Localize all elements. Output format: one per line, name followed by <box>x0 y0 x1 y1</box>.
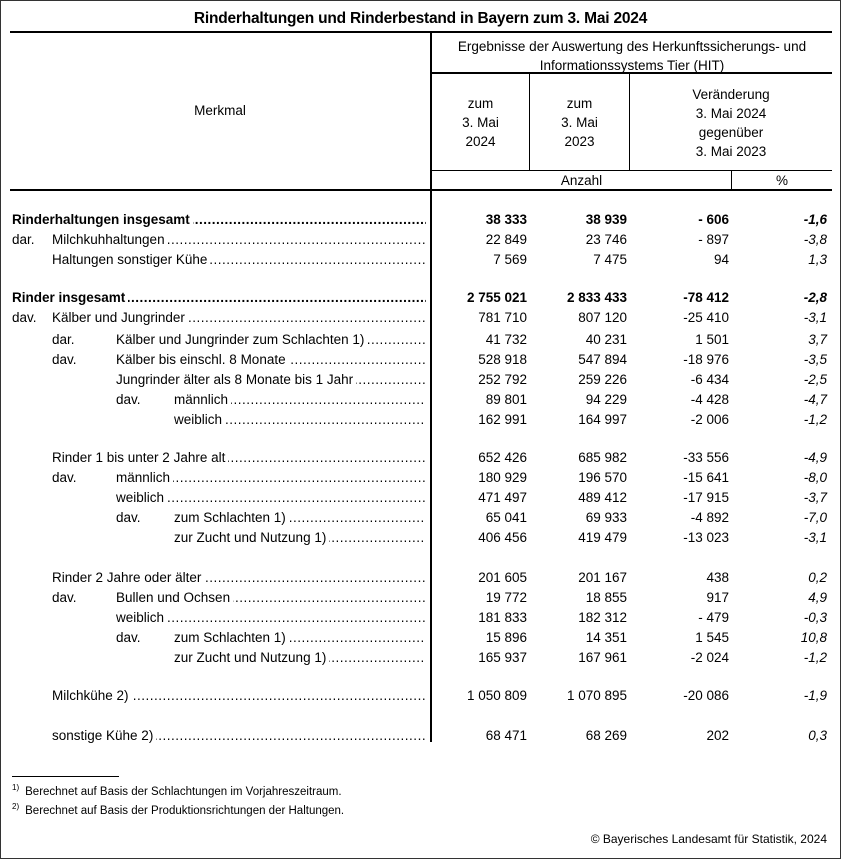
table-row <box>0 628 841 648</box>
change-count: -15 641 <box>683 470 729 485</box>
col-2024-line: 2024 <box>465 134 496 149</box>
change-count: -20 086 <box>683 688 729 703</box>
row-label <box>52 230 426 250</box>
value-2023: 23 746 <box>585 232 627 247</box>
value-2023: 259 226 <box>578 372 627 387</box>
value-2024: 7 569 <box>493 252 527 267</box>
footnote-rule <box>12 776 119 777</box>
change-percent: 0,3 <box>808 728 827 743</box>
row-label <box>116 608 426 628</box>
row-label-text: Rinderhaltungen insgesamt <box>12 212 193 227</box>
row-label <box>52 448 426 468</box>
change-count: 1 501 <box>695 332 729 347</box>
row-label <box>174 410 426 430</box>
change-count: -33 556 <box>683 450 729 465</box>
row-label-text: Kälber und Jungrinder <box>52 310 188 325</box>
col-change-line: 3. Mai 2024 <box>695 106 767 121</box>
value-2023: 182 312 <box>578 610 627 625</box>
col-2023-line: 2023 <box>564 134 595 149</box>
table-row <box>0 528 841 548</box>
value-2023: 547 894 <box>578 352 627 367</box>
change-count: 202 <box>706 728 729 743</box>
change-percent: -3,7 <box>803 490 827 505</box>
row-prefix: dar. <box>52 332 75 347</box>
table-row <box>0 350 841 370</box>
row-label <box>52 686 426 706</box>
change-count: -25 410 <box>683 310 729 325</box>
value-2024: 528 918 <box>478 352 527 367</box>
value-2024: 1 050 809 <box>466 688 527 703</box>
row-label <box>116 468 426 488</box>
change-percent: 0,2 <box>808 570 827 585</box>
row-label <box>116 330 426 350</box>
change-percent: -2,5 <box>803 372 827 387</box>
value-2023: 40 231 <box>585 332 627 347</box>
col-change-header <box>630 85 832 161</box>
change-count: 94 <box>713 252 729 267</box>
row-label <box>52 568 426 588</box>
row-label-text: zur Zucht und Nutzung 1) <box>174 650 329 665</box>
table-row <box>0 410 841 430</box>
col-change-line: 3. Mai 2023 <box>695 144 767 159</box>
value-2024: 22 849 <box>485 232 527 247</box>
row-label-text: Rinder 1 bis unter 2 Jahre alt <box>52 450 228 465</box>
value-2023: 68 269 <box>585 728 627 743</box>
table-row <box>0 648 841 668</box>
change-percent: -2,8 <box>803 290 827 305</box>
footnote-mark: 1) <box>12 783 20 792</box>
value-2023: 69 933 <box>585 510 627 525</box>
table-row <box>0 448 841 468</box>
change-count: -4 428 <box>690 392 729 407</box>
title-rule <box>10 31 832 33</box>
table-row <box>0 390 841 410</box>
value-2024: 41 732 <box>485 332 527 347</box>
row-label-text: Bullen und Ochsen <box>116 590 233 605</box>
table-row <box>0 330 841 350</box>
table-row <box>0 568 841 588</box>
row-label <box>116 588 426 608</box>
row-label <box>116 370 426 390</box>
table-row <box>0 230 841 250</box>
row-prefix: dav. <box>12 310 37 325</box>
table-row <box>0 288 841 308</box>
table-row <box>0 468 841 488</box>
value-2024: 68 471 <box>485 728 527 743</box>
change-count: 438 <box>706 570 729 585</box>
source-line-1: Ergebnisse der Auswertung des Herkunftssicherungs- und <box>457 39 807 54</box>
value-2023: 14 351 <box>585 630 627 645</box>
source-header <box>432 37 832 75</box>
change-percent: -1,2 <box>803 412 827 427</box>
change-percent: -4,9 <box>803 450 827 465</box>
row-label-text: Haltungen sonstiger Kühe <box>52 252 210 267</box>
change-percent: -3,5 <box>803 352 827 367</box>
change-percent: -1,2 <box>803 650 827 665</box>
row-prefix: dav. <box>116 392 141 407</box>
table-row <box>0 608 841 628</box>
row-prefix: dar. <box>12 232 35 247</box>
change-count: -78 412 <box>683 290 729 305</box>
row-label-text: Milchkühe 2) <box>52 688 132 703</box>
value-2023: 38 939 <box>585 212 627 227</box>
change-percent: 10,8 <box>800 630 827 645</box>
row-prefix: dav. <box>52 470 77 485</box>
change-count: - 606 <box>698 212 729 227</box>
col-2024-line: zum <box>467 96 494 111</box>
table-row <box>0 508 841 528</box>
row-label-text: Kälber bis einschl. 8 Monate <box>116 352 289 367</box>
footnote-text: Berechnet auf Basis der Schlachtungen im Vorjahreszeitraum. <box>25 785 342 798</box>
row-label <box>116 488 426 508</box>
row-label-text: sonstige Kühe 2) <box>52 728 156 743</box>
value-2024: 201 605 <box>478 570 527 585</box>
value-2024: 165 937 <box>478 650 527 665</box>
col-change-line: gegenüber <box>698 125 764 140</box>
footnote-mark: 2) <box>12 802 20 811</box>
value-2024: 65 041 <box>485 510 527 525</box>
value-2024: 38 333 <box>485 212 527 227</box>
footnote-1 <box>12 783 342 798</box>
table-title: Rinderhaltungen und Rinderbestand in Bayern zum 3. Mai 2024 <box>193 10 648 27</box>
value-2023: 18 855 <box>585 590 627 605</box>
value-2023: 94 229 <box>585 392 627 407</box>
col-2023-header <box>530 94 629 151</box>
row-label <box>174 628 426 648</box>
change-count: -17 915 <box>683 490 729 505</box>
unit-count-header: Anzahl <box>560 173 603 188</box>
value-2024: 252 792 <box>478 372 527 387</box>
row-label-text: Milchkuhhaltungen <box>52 232 168 247</box>
merkmal-header: Merkmal <box>194 103 246 118</box>
change-count: -18 976 <box>683 352 729 367</box>
row-label-text: Kälber und Jungrinder zum Schlachten 1) <box>116 332 367 347</box>
value-2024: 162 991 <box>478 412 527 427</box>
value-2023: 489 412 <box>578 490 627 505</box>
row-label-text: weiblich <box>116 490 167 505</box>
change-percent: 1,3 <box>808 252 827 267</box>
change-percent: 3,7 <box>808 332 827 347</box>
value-2023: 685 982 <box>578 450 627 465</box>
row-label <box>52 726 426 746</box>
table-row <box>0 588 841 608</box>
col-2024-header <box>432 94 529 151</box>
change-percent: -1,6 <box>803 212 827 227</box>
value-2024: 19 772 <box>485 590 527 605</box>
table-row <box>0 488 841 508</box>
unit-pct-header: % <box>775 173 788 188</box>
change-percent: -7,0 <box>803 510 827 525</box>
value-2024: 2 755 021 <box>466 290 527 305</box>
row-label-text: zum Schlachten 1) <box>174 630 289 645</box>
change-percent: -0,3 <box>803 610 827 625</box>
value-2024: 471 497 <box>478 490 527 505</box>
value-2023: 164 997 <box>578 412 627 427</box>
change-percent: -3,1 <box>803 530 827 545</box>
value-2023: 167 961 <box>578 650 627 665</box>
row-label-text: zur Zucht und Nutzung 1) <box>174 530 329 545</box>
table-row <box>0 686 841 706</box>
row-label-text: Rinder 2 Jahre oder älter <box>52 570 204 585</box>
row-label-text: Jungrinder älter als 8 Monate bis 1 Jahr <box>116 372 356 387</box>
row-label-text: männlich <box>116 470 173 485</box>
row-label <box>174 508 426 528</box>
footnote-2 <box>12 802 344 817</box>
footnote-text: Berechnet auf Basis der Produktionsrichtungen der Haltungen. <box>25 804 345 817</box>
row-label <box>52 250 426 270</box>
row-label-text: männlich <box>174 392 231 407</box>
value-2023: 201 167 <box>578 570 627 585</box>
change-percent: -1,9 <box>803 688 827 703</box>
row-label <box>116 350 426 370</box>
value-2023: 807 120 <box>578 310 627 325</box>
value-2023: 2 833 433 <box>566 290 627 305</box>
change-count: -2 006 <box>690 412 729 427</box>
col-2024-line: 3. Mai <box>462 115 499 130</box>
row-label <box>174 648 426 668</box>
row-prefix: dav. <box>52 590 77 605</box>
row-label <box>12 210 426 230</box>
value-2024: 89 801 <box>485 392 527 407</box>
row-label-text: weiblich <box>116 610 167 625</box>
value-2023: 196 570 <box>578 470 627 485</box>
change-count: - 897 <box>698 232 729 247</box>
row-label-text: zum Schlachten 1) <box>174 510 289 525</box>
change-count: -2 024 <box>690 650 729 665</box>
row-label <box>12 288 426 308</box>
value-2024: 652 426 <box>478 450 527 465</box>
value-2024: 15 896 <box>485 630 527 645</box>
value-2023: 419 479 <box>578 530 627 545</box>
row-label-text: weiblich <box>174 412 225 427</box>
value-2024: 181 833 <box>478 610 527 625</box>
change-percent: -8,0 <box>803 470 827 485</box>
value-2023: 1 070 895 <box>566 688 627 703</box>
row-prefix: dav. <box>116 630 141 645</box>
row-label <box>52 308 426 328</box>
row-prefix: dav. <box>52 352 77 367</box>
row-label-text: Rinder insgesamt <box>12 290 128 305</box>
change-percent: -3,1 <box>803 310 827 325</box>
change-count: - 479 <box>698 610 729 625</box>
table-row <box>0 370 841 390</box>
value-2024: 406 456 <box>478 530 527 545</box>
change-percent: -3,8 <box>803 232 827 247</box>
source-line-2: Informationssystems Tier (HIT) <box>539 58 725 73</box>
change-count: -6 434 <box>690 372 729 387</box>
row-label <box>174 390 426 410</box>
row-label <box>174 528 426 548</box>
table-row <box>0 210 841 230</box>
col-change-line: Veränderung <box>692 87 770 102</box>
copyright: © Bayerisches Landesamt für Statistik, 2024 <box>590 832 827 846</box>
change-count: 1 545 <box>695 630 729 645</box>
change-count: -13 023 <box>683 530 729 545</box>
table-row <box>0 308 841 328</box>
value-2023: 7 475 <box>593 252 627 267</box>
row-prefix: dav. <box>116 510 141 525</box>
col-2023-line: zum <box>566 96 593 111</box>
change-percent: -4,7 <box>803 392 827 407</box>
value-2024: 180 929 <box>478 470 527 485</box>
col-2023-line: 3. Mai <box>561 115 598 130</box>
table-row <box>0 726 841 746</box>
value-2024: 781 710 <box>478 310 527 325</box>
change-count: 917 <box>706 590 729 605</box>
table-row <box>0 250 841 270</box>
change-count: -4 892 <box>690 510 729 525</box>
change-percent: 4,9 <box>808 590 827 605</box>
